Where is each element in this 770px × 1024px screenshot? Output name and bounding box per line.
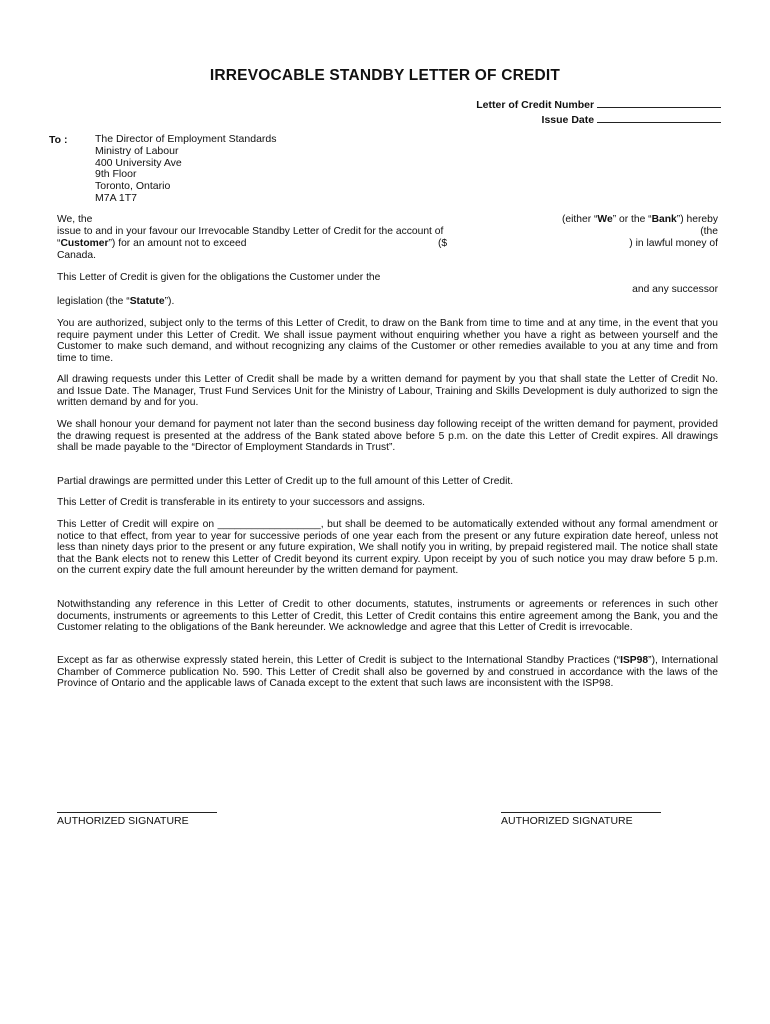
lc-number-label: Letter of Credit Number: [476, 99, 595, 111]
para6: Partial drawings are permitted under this Letter of Credit up to the full amount of this Letter of Credit.: [57, 476, 514, 487]
para1-issue-text: issue to and in your favour our Irrevocable Standby Letter of Credit for the account of: [57, 226, 444, 237]
para1-lawful-money: ) in lawful money of: [629, 238, 718, 249]
expiry-date-blank[interactable]: __________________: [217, 519, 321, 530]
para8: This Letter of Credit will expire on __________________, but shall be deemed to be automatically extended without any formal amendment or notice to that effect, from year to year for successive periods of one year each from the present or any future expiration date hereof, unless not less than ninety days prior to the present or any future expiration, We shall notify you in writing, by prepaid registered mail. The notice shall state that the Bank elects not to renew this Letter of Credit beyond its current expiry. Upon receipt by you of such notice you may draw before 5 p.m. on the current expiry date the full amount hereunder by the written demand for payment.: [57, 519, 718, 577]
address-line: Ministry of Labour: [95, 144, 179, 157]
lc-number-field[interactable]: [597, 97, 721, 108]
issue-date-field[interactable]: [597, 112, 721, 123]
address-line: Toronto, Ontario: [95, 180, 171, 193]
para3: You are authorized, subject only to the terms of this Letter of Credit, to draw on the Bank from time to time and at any time, in the event that you require payment under this Letter of Credit. We shall issue payment without enquiring whether you have a right as between yourself and the Customer to make such demand, and without recognizing any claims of the Customer or other remedies available to you at any time and from time to time.: [57, 318, 718, 364]
para9: Notwithstanding any reference in this Letter of Credit to other documents, statutes, instruments or agreements or references in such other documents, instruments or agreements to this Letter of Credit, this Letter of Credit contains this entire agreement among the Bank, you and the Customer relating to the obligations of the Bank hereunder. We acknowledge and agree that this Letter of Credit is irrevocable.: [57, 599, 718, 634]
para4: All drawing requests under this Letter of Credit shall be made by a written demand for payment by you that shall state the Letter of Credit No. and Issue Date. The Manager, Trust Fund Services Unit for the Ministry of Labour, Training and Skills Development is duly authorized to sign the written demand by and for you.: [57, 374, 718, 409]
para1-dollar: ($: [438, 238, 448, 249]
lc-number-row: [476, 97, 721, 112]
address-line: The Director of Employment Standards: [95, 133, 277, 145]
signature-label-left: AUTHORIZED SIGNATURE: [57, 815, 189, 827]
para1-customer: “Customer”) for an amount not to exceed: [57, 238, 247, 249]
document-title: IRREVOCABLE STANDBY LETTER OF CREDIT: [209, 67, 561, 84]
para1-line2: [57, 226, 718, 238]
signature-line-right[interactable]: [501, 812, 661, 813]
para1-we-the: We, the: [57, 214, 93, 225]
reference-block: [476, 97, 721, 127]
para2-line1: This Letter of Credit is given for the obligations the Customer under the: [57, 272, 381, 283]
para1-either: (either “We” or the “Bank”) hereby: [561, 214, 718, 225]
address-line: 400 University Ave: [95, 156, 182, 169]
signature-line-left[interactable]: [57, 812, 217, 813]
para2-line3: legislation (the “Statute”).: [57, 296, 175, 307]
para1-the: (the: [700, 226, 718, 237]
para5: We shall honour your demand for payment not later than the second business day following receipt of the written demand for payment, provided the drawing request is presented at the address of the Bank stated above before 5 p.m. on the date this Letter of Credit expires. All drawings shall be made payable to the “Director of Employment Standards in Trust”.: [57, 419, 718, 454]
address-line: M7A 1T7: [95, 191, 138, 204]
address-line: 9th Floor: [95, 168, 137, 181]
para1-line4: Canada.: [57, 250, 96, 261]
para10: Except as far as otherwise expressly stated herein, this Letter of Credit is subject to the International Standby Practices (“ISP98”), International Chamber of Commerce publication No. 590. This Letter of Credit shall also be governed by and construed in accordance with the laws of the Province of Ontario and the applicable laws of Canada except to the extent that such laws are inconsistent with the ISP98.: [57, 655, 718, 690]
para2-successor: and any successor: [632, 284, 718, 295]
signature-label-right: AUTHORIZED SIGNATURE: [501, 815, 633, 827]
para1-line1: [57, 214, 718, 226]
issue-date-label: Issue Date: [541, 114, 595, 126]
recipient-address: [95, 134, 277, 205]
to-label: To :: [49, 134, 68, 146]
para1-line3: [57, 238, 718, 250]
issue-date-row: [476, 112, 721, 127]
para7: This Letter of Credit is transferable in its entirety to your successors and assigns.: [57, 497, 425, 508]
